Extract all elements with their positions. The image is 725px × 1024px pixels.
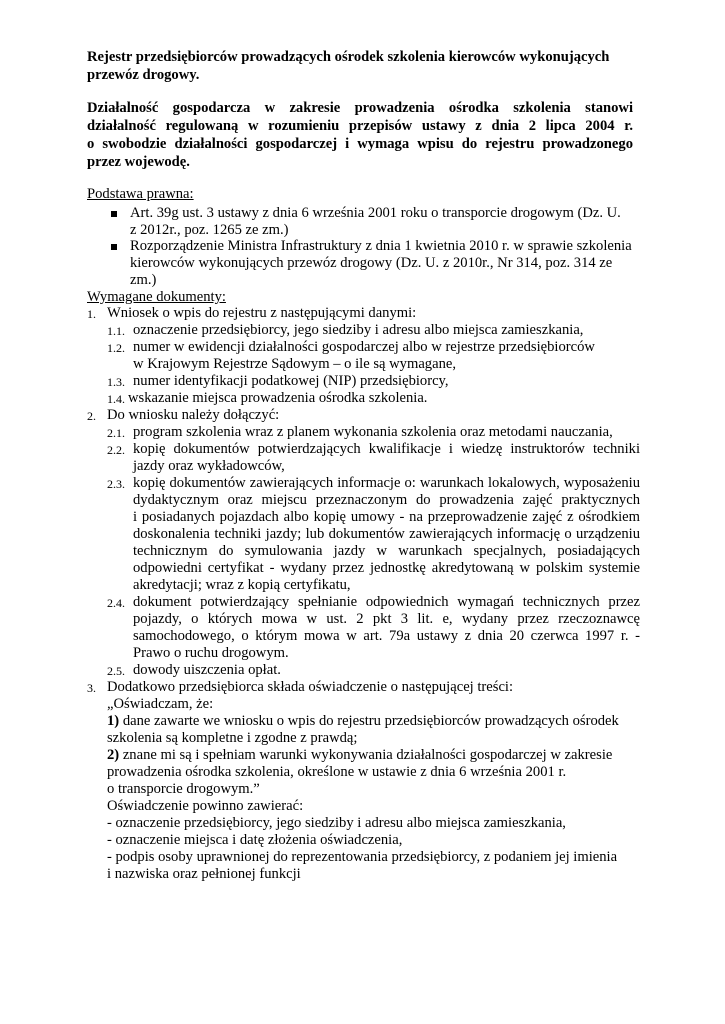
list-item: program szkolenia wraz z planem wykonania szkolenia oraz metodami nauczania, xyxy=(133,424,613,440)
list-item: technicznym do symulowania jazdy w warunkach specjalnych, posiadających xyxy=(133,543,640,559)
section-text: Dodatkowo przedsiębiorca składa oświadczenie o następującej treści: xyxy=(107,679,514,695)
legal-basis-item: zm.) xyxy=(130,272,157,288)
declaration-point-2-cont: prowadzenia ośrodka szkolenia, określone w ustawie z dnia 6 września 2001 r. xyxy=(107,764,567,780)
list-item: kopię dokumentów potwierdzających kwalifikacje i wiedzę instruktorów techniki xyxy=(133,441,640,457)
intro-line: o swobodzie działalności gospodarczej i wymaga wpisu do rejestru prowadzonego xyxy=(87,136,633,152)
legal-basis-item: z 2012r., poz. 1265 ze zm.) xyxy=(130,222,289,238)
intro-line: przez wojewodę. xyxy=(87,154,190,170)
list-item: dydaktycznym oraz miejscu przeznaczonym do prowadzenia zajęć praktycznych xyxy=(133,492,640,508)
section-text: Do wniosku należy dołączyć: xyxy=(107,407,280,423)
item-number: 2.1. xyxy=(107,426,125,440)
section-text: Wniosek o wpis do rejestru z następującymi danymi: xyxy=(107,305,417,321)
intro-paragraph xyxy=(87,99,633,171)
point-text: znane mi są i spełniam warunki wykonywania działalności gospodarczej w zakresie xyxy=(119,747,613,763)
declaration-point-1 xyxy=(107,713,619,730)
intro-line: Działalność gospodarcza w zakresie prowadzenia ośrodka szkolenia stanowi xyxy=(87,100,633,116)
declaration-contents-heading: Oświadczenie powinno zawierać: xyxy=(107,798,304,814)
required-docs-heading: Wymagane dokumenty: xyxy=(87,289,226,305)
list-item: numer w ewidencji działalności gospodarczej albo w rejestrze przedsiębiorców xyxy=(133,339,595,355)
list-item: odpowiedni certyfikat - wydany przez jednostkę akredytowaną w polskim systemie xyxy=(133,560,640,576)
declaration-opening: „Oświadczam, że: xyxy=(107,696,214,712)
list-item: dowody uiszczenia opłat. xyxy=(133,662,281,678)
list-item: wskazanie miejsca prowadzenia ośrodka szkolenia. xyxy=(128,390,428,406)
bullet-icon xyxy=(111,244,117,250)
item-number: 1.4. xyxy=(107,392,125,406)
point-number: 1) xyxy=(107,713,120,729)
section-number: 3. xyxy=(87,681,96,695)
point-number: 2) xyxy=(107,747,120,763)
list-item: doskonalenia techniki jazdy; lub dokumentów zawierających informację o urządzeniu xyxy=(133,526,640,542)
list-item: w Krajowym Rejestrze Sądowym – o ile są wymagane, xyxy=(133,356,457,372)
list-item: dokument potwierdzający spełnianie odpowiednich wymagań technicznych przez xyxy=(133,594,640,610)
item-number: 2.4. xyxy=(107,596,125,610)
declaration-point-2 xyxy=(107,747,612,764)
declaration-point-1-cont: szkolenia są kompletne i zgodne z prawdą; xyxy=(107,730,358,746)
list-item: oznaczenie przedsiębiorcy, jego siedziby i adresu albo miejsca zamieszkania, xyxy=(133,322,584,338)
intro-line: działalność regulowaną w rozumieniu przepisów ustawy z dnia 2 lipca 2004 r. xyxy=(87,118,633,134)
declaration-contents-item: i nazwiska oraz pełnionej funkcji xyxy=(107,866,301,882)
item-number: 2.3. xyxy=(107,477,125,491)
declaration-point-2-cont: o transporcie drogowym.” xyxy=(107,781,260,797)
legal-basis-heading: Podstawa prawna: xyxy=(87,186,194,202)
item-number: 1.2. xyxy=(107,341,125,355)
declaration-contents-item: - podpis osoby uprawnionej do reprezentowania przedsiębiorcy, z podaniem jej imienia xyxy=(107,849,618,865)
document-title xyxy=(87,48,635,84)
point-text: dane zawarte we wniosku o wpis do rejestru przedsiębiorców prowadzących ośrodek xyxy=(119,713,619,729)
list-item: jazdy oraz wykładowców, xyxy=(133,458,285,474)
declaration-contents-item: - oznaczenie przedsiębiorcy, jego siedziby i adresu albo miejsca zamieszkania, xyxy=(107,815,566,831)
item-number: 2.2. xyxy=(107,443,125,457)
list-item: i posiadanych pojazdach albo kopię umowy - na przeprowadzenie zajęć z ośrodkiem xyxy=(133,509,640,525)
item-number: 1.3. xyxy=(107,375,125,389)
list-item: numer identyfikacji podatkowej (NIP) przedsiębiorcy, xyxy=(133,373,449,389)
list-item: Prawo o ruchu drogowym. xyxy=(133,645,289,661)
title-line: przewóz drogowy. xyxy=(87,67,200,83)
item-number: 1.1. xyxy=(107,324,125,338)
list-item: kopię dokumentów zawierających informacje o: warunkach lokalowych, wyposażeniu xyxy=(133,475,640,491)
bullet-icon xyxy=(111,211,117,217)
legal-basis-item: Art. 39g ust. 3 ustawy z dnia 6 września 2001 roku o transporcie drogowym (Dz. U. xyxy=(130,205,621,221)
legal-basis-item: Rozporządzenie Ministra Infrastruktury z dnia 1 kwietnia 2010 r. w sprawie szkolenia xyxy=(130,238,632,254)
list-item: akredytacji; wraz z kopią certyfikatu, xyxy=(133,577,351,593)
declaration-contents-item: - oznaczenie miejsca i datę złożenia oświadczenia, xyxy=(107,832,403,848)
list-item: samochodowego, o którym mowa w art. 79a ustawy z dnia 20 czerwca 1997 r. - xyxy=(133,628,640,644)
legal-basis-item: kierowców wykonujących przewóz drogowy (Dz. U. z 2010r., Nr 314, poz. 314 ze xyxy=(130,255,613,271)
item-number: 2.5. xyxy=(107,664,125,678)
section-number: 1. xyxy=(87,307,96,321)
title-line: Rejestr przedsiębiorców prowadzących ośrodek szkolenia kierowców wykonujących xyxy=(87,49,610,65)
list-item: pojazdy, o których mowa w ust. 2 pkt 3 lit. e, wydany przez rzeczoznawcę xyxy=(133,611,640,627)
section-number: 2. xyxy=(87,409,96,423)
